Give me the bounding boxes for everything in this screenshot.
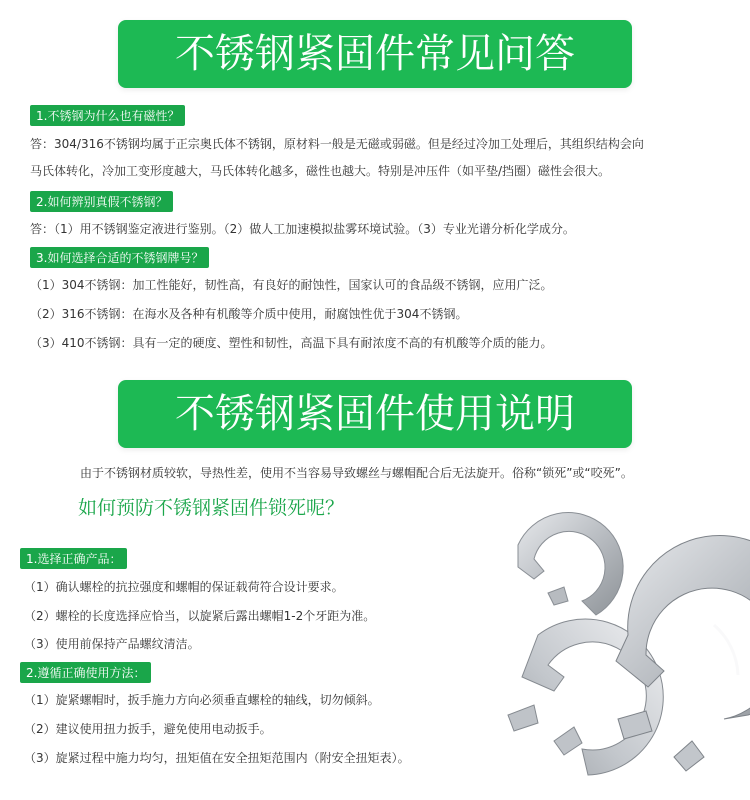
faq-q2-tag: 2.如何辨别真假不锈钢？ bbox=[30, 191, 173, 212]
usage-s1-item: （1）确认螺栓的抗拉强度和螺帽的保证载荷符合设计要求。 bbox=[24, 580, 344, 594]
usage-intro: 由于不锈钢材质较软，导热性差，使用不当容易导致螺丝与螺帽配合后无法旋开。俗称“锁死”或“咬死”。 bbox=[80, 466, 633, 480]
usage-s2-item: （3）旋紧过程中施力均匀，扭矩值在安全扭矩范围内（附安全扭矩表）。 bbox=[24, 751, 410, 765]
faq-q2-answer: 答：（1）用不锈钢鉴定液进行鉴别。（2）做人工加速模拟盐雾环境试验。（3）专业光谱分析化学成分。 bbox=[30, 222, 575, 236]
usage-s2-tag: 2.遵循正确使用方法： bbox=[20, 662, 151, 683]
faq-q3-tag: 3.如何选择合适的不锈钢牌号？ bbox=[30, 247, 209, 268]
faq-q3-item: （3）410不锈钢：具有一定的硬度、塑性和韧性，高温下具有耐浓度不高的有机酸等介质的能力。 bbox=[30, 336, 553, 350]
usage-s2-item: （1）旋紧螺帽时，扳手施力方向必须垂直螺栓的轴线，切勿倾斜。 bbox=[24, 693, 380, 707]
e-clip-retaining-rings-photo bbox=[478, 505, 750, 795]
usage-s2-item: （2）建议使用扭力扳手，避免使用电动扳手。 bbox=[24, 722, 272, 736]
e-clip-small-icon bbox=[518, 513, 623, 615]
usage-s1-tag: 1.选择正确产品： bbox=[20, 548, 127, 569]
usage-banner: 不锈钢紧固件使用说明 bbox=[118, 380, 632, 448]
e-clip-large-icon bbox=[616, 535, 750, 771]
faq-q1-tag: 1.不锈钢为什么也有磁性？ bbox=[30, 105, 185, 126]
faq-q1-answer-line1: 答：304/316不锈钢均属于正宗奥氏体不锈钢，原材料一般是无磁或弱磁。但是经过冷加工处理后，其组织结构会向 bbox=[30, 137, 644, 151]
faq-q3-item: （2）316不锈钢：在海水及各种有机酸等介质中使用，耐腐蚀性优于304不锈钢。 bbox=[30, 307, 468, 321]
faq-banner: 不锈钢紧固件常见问答 bbox=[118, 20, 632, 88]
faq-q1-answer-line2: 马氏体转化，冷加工变形度越大，马氏体转化越多，磁性也越大。特别是冲压件（如平垫/挡圈）磁性会很大。 bbox=[30, 164, 611, 178]
faq-q3-item: （1）304不锈钢：加工性能好，韧性高，有良好的耐蚀性，国家认可的食品级不锈钢，应用广泛。 bbox=[30, 278, 553, 292]
usage-subhead: 如何预防不锈钢紧固件锁死呢？ bbox=[78, 497, 345, 519]
usage-s1-item: （2）螺栓的长度选择应恰当，以旋紧后露出螺帽1-2个牙距为准。 bbox=[24, 609, 376, 623]
usage-s1-item: （3）使用前保持产品螺纹清洁。 bbox=[24, 637, 200, 651]
